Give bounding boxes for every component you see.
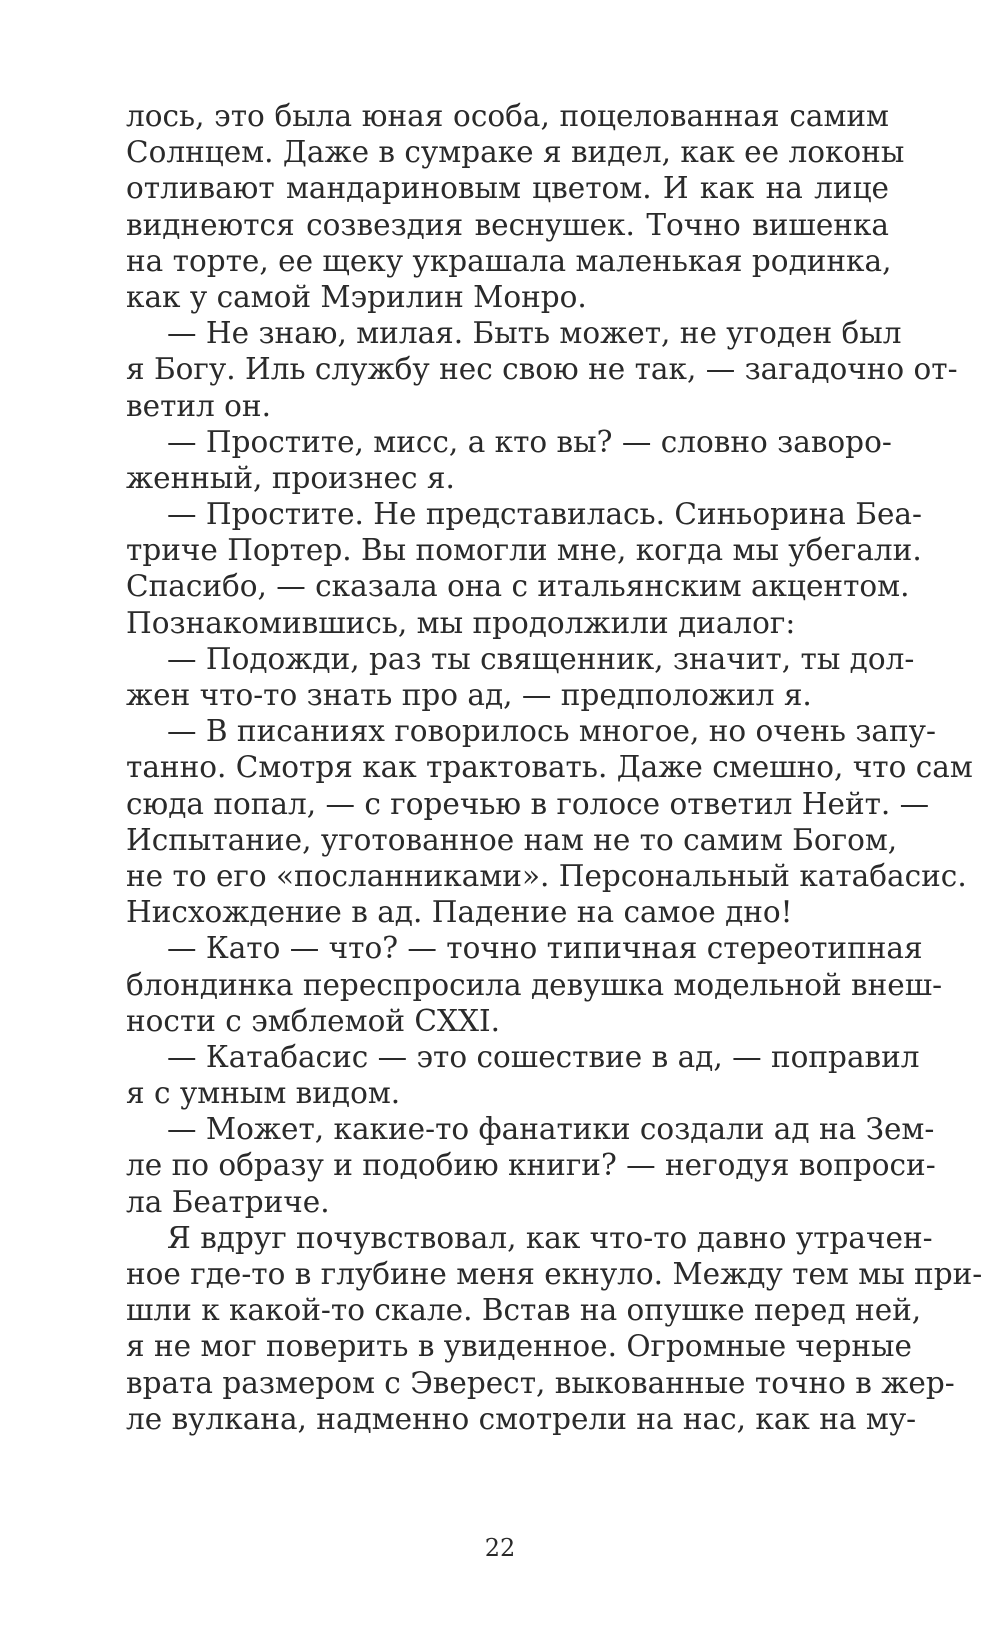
text-line: Я вдруг почувствовал, как что-то давно утрачен- — [167, 1220, 933, 1255]
text-line: отливают мандариновым цветом. И как на лице — [126, 171, 889, 206]
body-text — [126, 98, 983, 1437]
text-line: блондинка переспросила девушка модельной внеш- — [126, 967, 943, 1002]
text-line: не то его «посланниками». Персональный катабасис. — [126, 858, 967, 893]
text-line: Испытание, уготованное нам не то самим Богом, — [126, 822, 898, 857]
text-line: женный, произнес я. — [126, 460, 455, 495]
text-line: триче Портер. Вы помогли мне, когда мы убегали. — [126, 533, 922, 568]
text-line: Познакомившись, мы продолжили диалог: — [126, 605, 796, 640]
text-line: врата размером с Эверест, выкованные точно в жер- — [126, 1365, 955, 1400]
text-line: лось, это была юная особа, поцелованная самим — [126, 99, 889, 133]
text-line: — Простите. Не представилась. Синьорина Беа- — [167, 497, 922, 532]
text-line: ности с эмблемой CXXI. — [126, 1003, 500, 1038]
text-line: — Катабасис — это сошествие в ад, — поправил — [167, 1039, 920, 1074]
text-line: — Простите, мисс, а кто вы? — словно заворо- — [167, 424, 892, 459]
text-line: танно. Смотря как трактовать. Даже смешно, что сам — [126, 750, 973, 785]
text-line: я с умным видом. — [126, 1076, 401, 1111]
text-line: ное где-то в глубине меня екнуло. Между тем мы при- — [126, 1257, 983, 1291]
text-line: ла Беатриче. — [126, 1184, 330, 1219]
text-line: — Подожди, раз ты священник, значит, ты дол- — [167, 641, 915, 676]
text-line: ле по образу и подобию книги? — негодуя вопроси- — [126, 1148, 936, 1183]
text-line: я не мог поверить в увиденное. Огромные черные — [126, 1329, 912, 1364]
text-line: ветил он. — [126, 388, 271, 423]
text-line: сюда попал, — с горечью в голосе ответил Нейт. — — [126, 786, 930, 821]
text-line: — Като — что? — точно типичная стереотипная — [167, 931, 923, 966]
text-line: Солнцем. Даже в сумраке я видел, как ее локоны — [126, 135, 905, 170]
text-line: шли к какой-то скале. Встав на опушке перед ней, — [126, 1293, 922, 1328]
text-line: — Не знаю, милая. Быть может, не угоден был — [167, 316, 902, 351]
page-number: 22 — [484, 1534, 516, 1562]
text-line: — В писаниях говорилось многое, но очень запу- — [167, 714, 936, 749]
text-line: виднеются созвездия веснушек. Точно вишенка — [126, 207, 889, 242]
text-line: жен что-то знать про ад, — предположил я. — [126, 678, 812, 712]
text-line: на торте, ее щеку украшала маленькая родинка, — [126, 243, 892, 278]
text-line: — Может, какие-то фанатики создали ад на Зем- — [167, 1112, 935, 1147]
text-line: Нисхождение в ад. Падение на самое дно! — [126, 895, 793, 930]
text-line: Спасибо, — сказала она с итальянским акцентом. — [126, 569, 910, 604]
text-line: я Богу. Иль службу нес свою не так, — загадочно от- — [126, 352, 958, 387]
text-line: как у самой Мэрилин Монро. — [126, 279, 587, 314]
text-line: ле вулкана, надменно смотрели на нас, как на му- — [126, 1401, 917, 1436]
